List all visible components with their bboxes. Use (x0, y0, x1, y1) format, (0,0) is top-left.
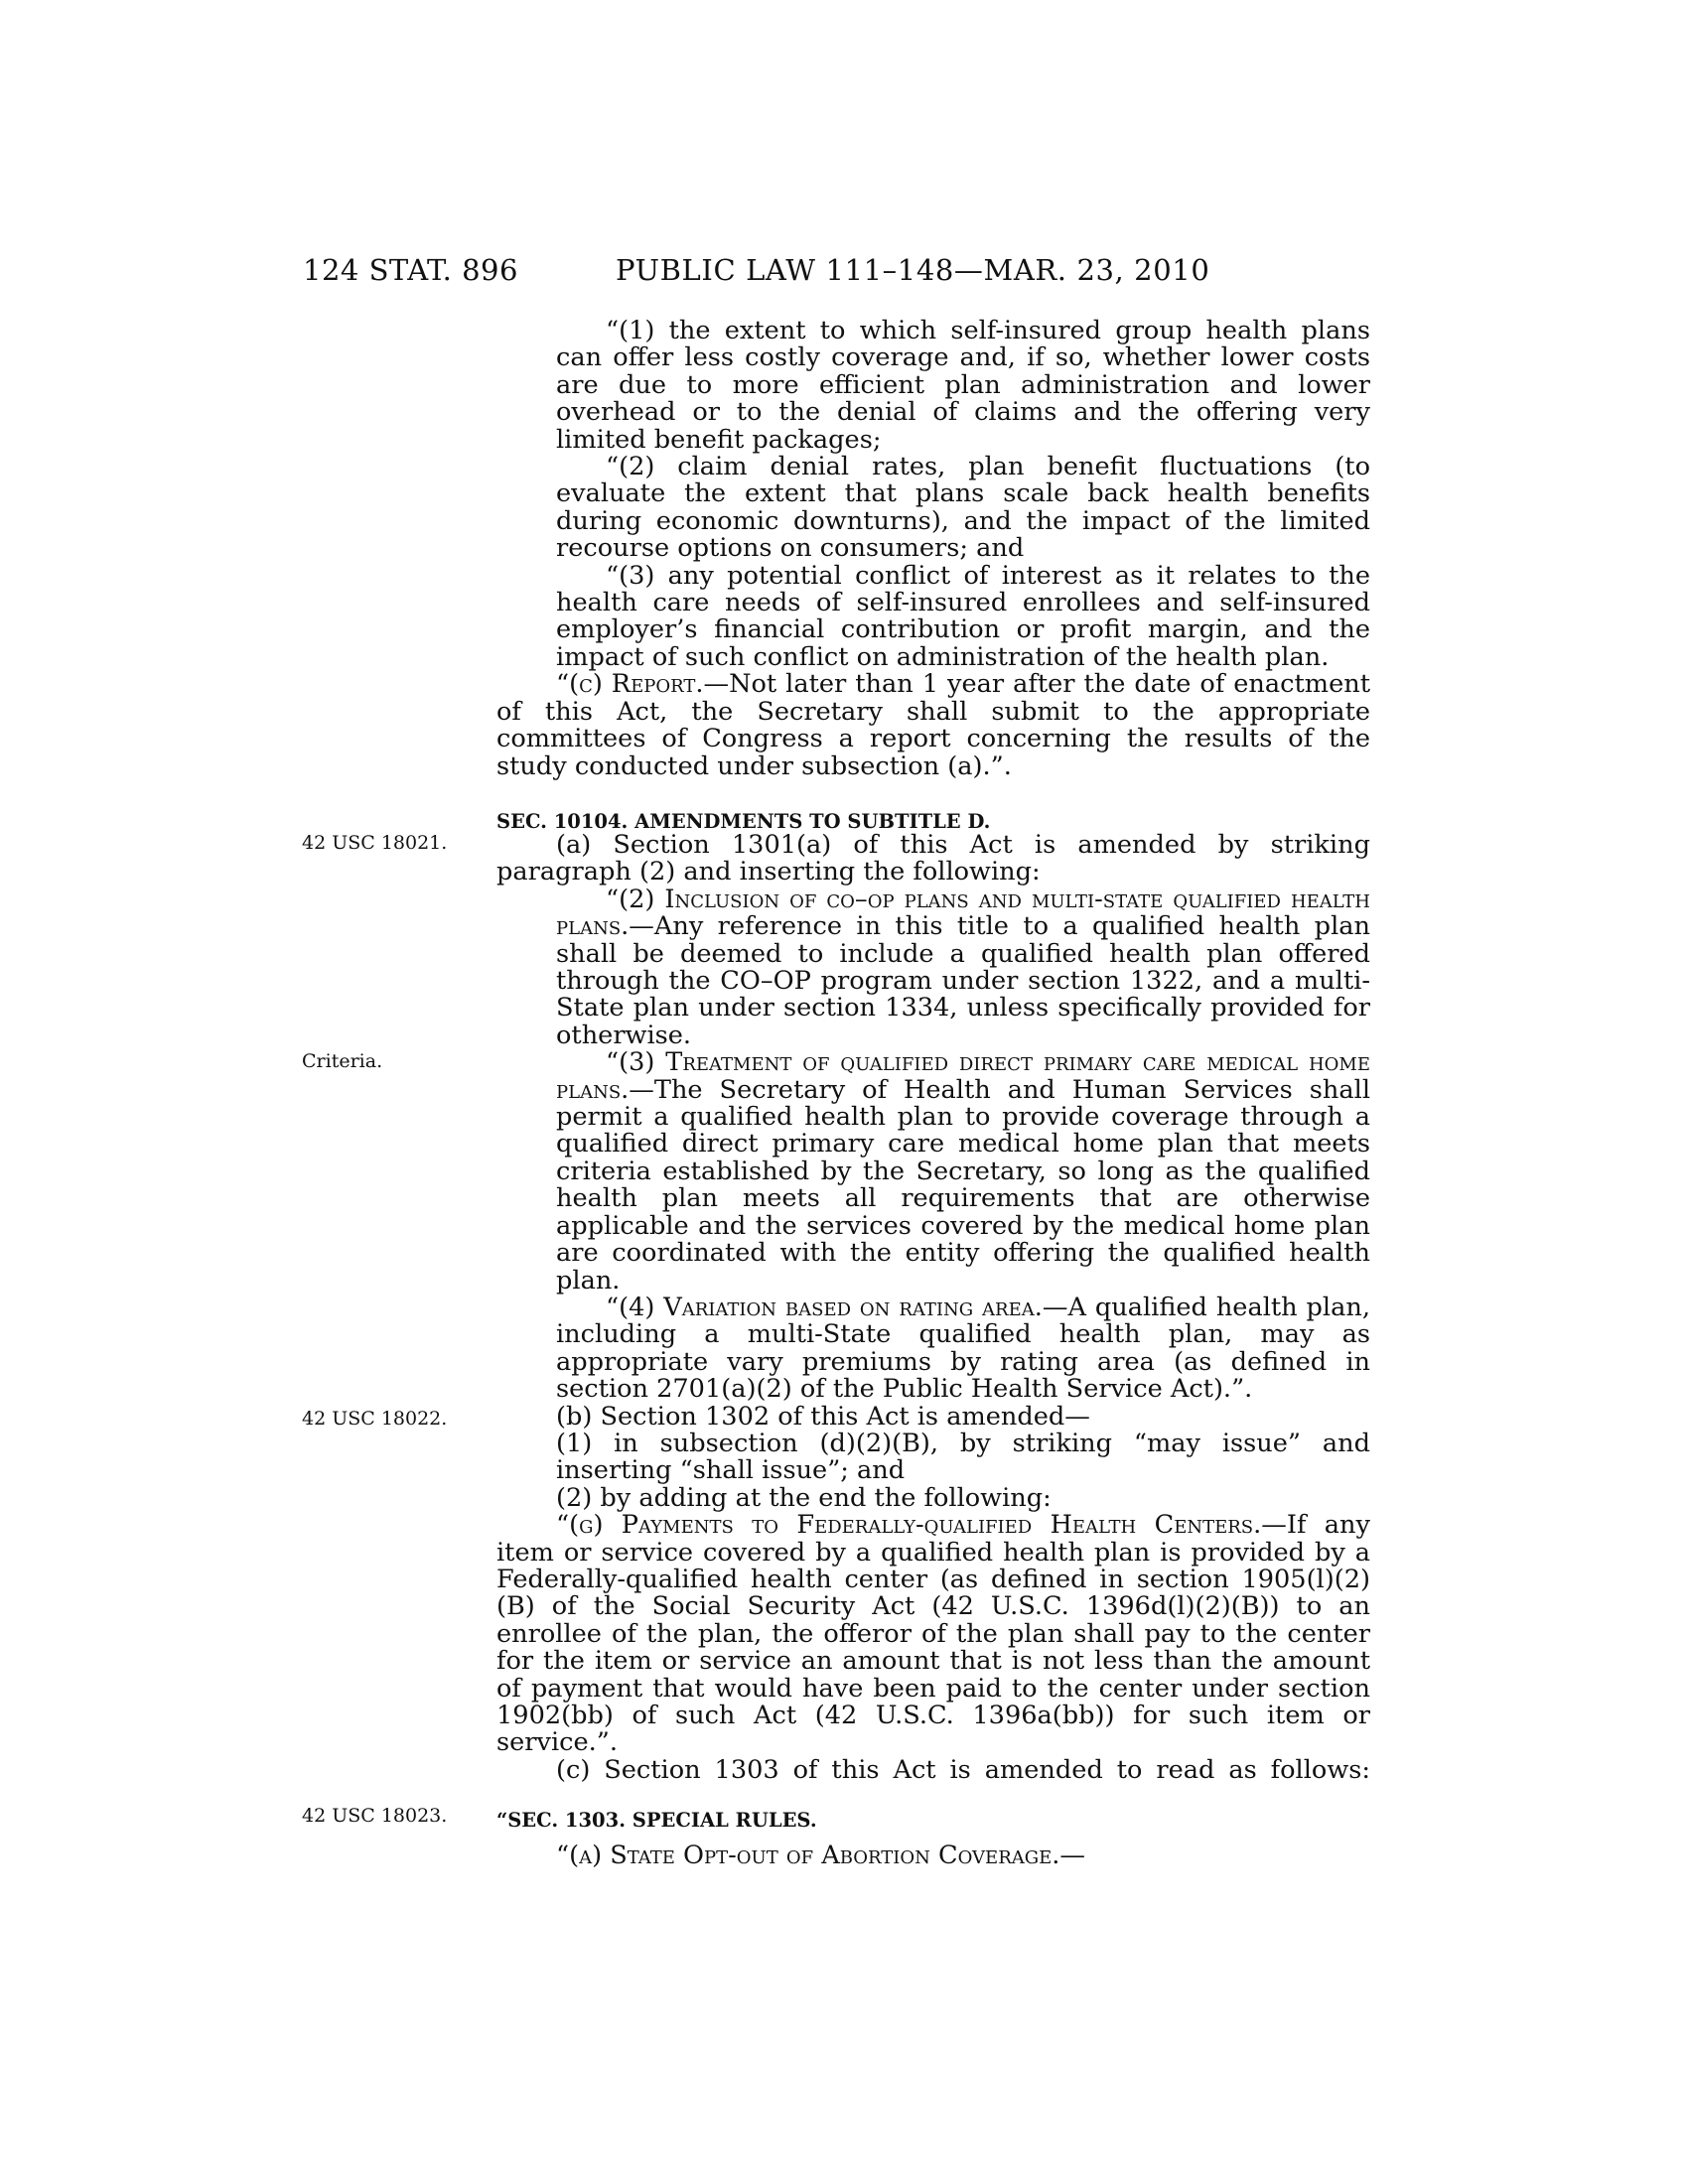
paragraph-item-1: “(1) the extent to which self-insured group health plans can offer less costly coverage and, if so, whether lower costs are due to more efficient plan administration and lower overhead or to the denial of claims and the offering very limited benefit packages; (556, 316, 1370, 455)
paragraph-treatment-direct-primary-care (496, 1049, 1370, 1295)
section-1303-body (496, 1843, 1370, 1869)
report-label: “(c) Report. (556, 669, 704, 700)
margin-note-42-usc-18021: 42 USC 18021. (302, 832, 448, 854)
paragraph-report (496, 671, 1370, 780)
section-10104-body (496, 832, 1370, 1784)
paragraph-b1: (1) in subsection (d)(2)(B), by striking “may issue” and inserting “shall issue”; and (556, 1428, 1370, 1486)
margin-note-42-usc-18023: 42 USC 18023. (302, 1805, 448, 1827)
section-1303-heading-block (496, 1807, 1370, 1834)
paragraph-3-text: —The Secretary of Health and Human Services shall permit a qualified health plan to provide coverage through a qualified direct primary care medical home plan that meets criteria established by the Secretary, so long as the qualified health plan meets all requirements that are otherwise applicable and the services covered by the medical home plan are coordinated with the entity offering the qualified health plan. (556, 1074, 1370, 1296)
paragraph-c-intro: (c) Section 1303 of this Act is amended to read as follows: (556, 1754, 1370, 1785)
paragraph-item-3: “(3) any potential conflict of interest as it relates to the health care needs of self-insured enrollees and self-insured employer’s financial contribution or profit margin, and the impact of such conflict on administration of the health plan. (556, 560, 1370, 672)
paragraph-4-text: —A qualified health plan, including a multi-State qualified health plan, may as appropriate vary premiums by rating area (as defined in section 2701(a)(2) of the Public Health Service Act).”. (556, 1292, 1370, 1405)
main-text-top (496, 318, 1370, 780)
paragraph-3-label: “(3) Treatment of qualified direct primary care medical home plans. (556, 1047, 1370, 1105)
paragraph-item-2: “(2) claim denial rates, plan benefit fluctuations (to evaluate the extent that plans scale back health benefits during economic downturns), and the impact of the limited recourse options on consumers; and (556, 452, 1370, 564)
page-header-title: PUBLIC LAW 111–148—MAR. 23, 2010 (616, 253, 1210, 287)
paragraph-b-intro: (b) Section 1302 of this Act is amended— (556, 1401, 1090, 1432)
paragraph-variation-rating-area (496, 1292, 1370, 1405)
state-opt-out-label: “(a) State Opt-out of Abortion Coverage.— (556, 1841, 1085, 1870)
paragraph-b2: (2) by adding at the end the following: (556, 1482, 1052, 1513)
paragraph-2-label: “(2) Inclusion of co–op plans and multi-state qualified health plans. (556, 884, 1370, 942)
report-text: —Not later than 1 year after the date of enactment of this Act, the Secretary shall submit to the appropriate committees of Congress a report concerning the results of the study conducted under subsection (a).”. (496, 669, 1370, 781)
margin-note-criteria: Criteria. (302, 1050, 383, 1072)
paragraph-g-label: “(g) Payments to Federally-qualified Health Centers. (556, 1510, 1262, 1541)
margin-note-42-usc-18022: 42 USC 18022. (302, 1408, 448, 1430)
paragraph-inclusion-co-op (496, 884, 1370, 1050)
paragraph-2-text: —Any reference in this title to a qualified health plan shall be deemed to include a qualified health plan offered through the CO–OP program under section 1322, and a multi-State plan under section 1334, unless specifically provided for otherwise. (556, 911, 1370, 1050)
paragraph-4-label: “(4) Variation based on rating area. (606, 1292, 1043, 1322)
paragraph-state-opt-out (496, 1843, 1370, 1869)
page-stat-citation: 124 STAT. 896 (303, 253, 518, 287)
section-heading-1303: “SEC. 1303. SPECIAL RULES. (496, 1809, 817, 1832)
paragraph-g-fqhc (496, 1512, 1370, 1757)
paragraph-a-intro: (a) Section 1301(a) of this Act is amended by striking paragraph (2) and inserting the following: (496, 830, 1370, 887)
section-heading-10104: SEC. 10104. AMENDMENTS TO SUBTITLE D. (496, 810, 991, 833)
paragraph-g-text: —If any item or service covered by a qualified health plan is provided by a Federally-qualified health center (as defined in section 1905(l)(2)(B) of the Social Security Act (42 U.S.C. 1396d(l)(2)(B)) to an enrollee of the plan, the offeror of the plan shall pay to the center for the item or service an amount that is not less than the amount of payment that would have been paid to the center under section 1902(bb) of such Act (42 U.S.C. 1396a(bb)) for such item or service.”. (496, 1510, 1370, 1758)
